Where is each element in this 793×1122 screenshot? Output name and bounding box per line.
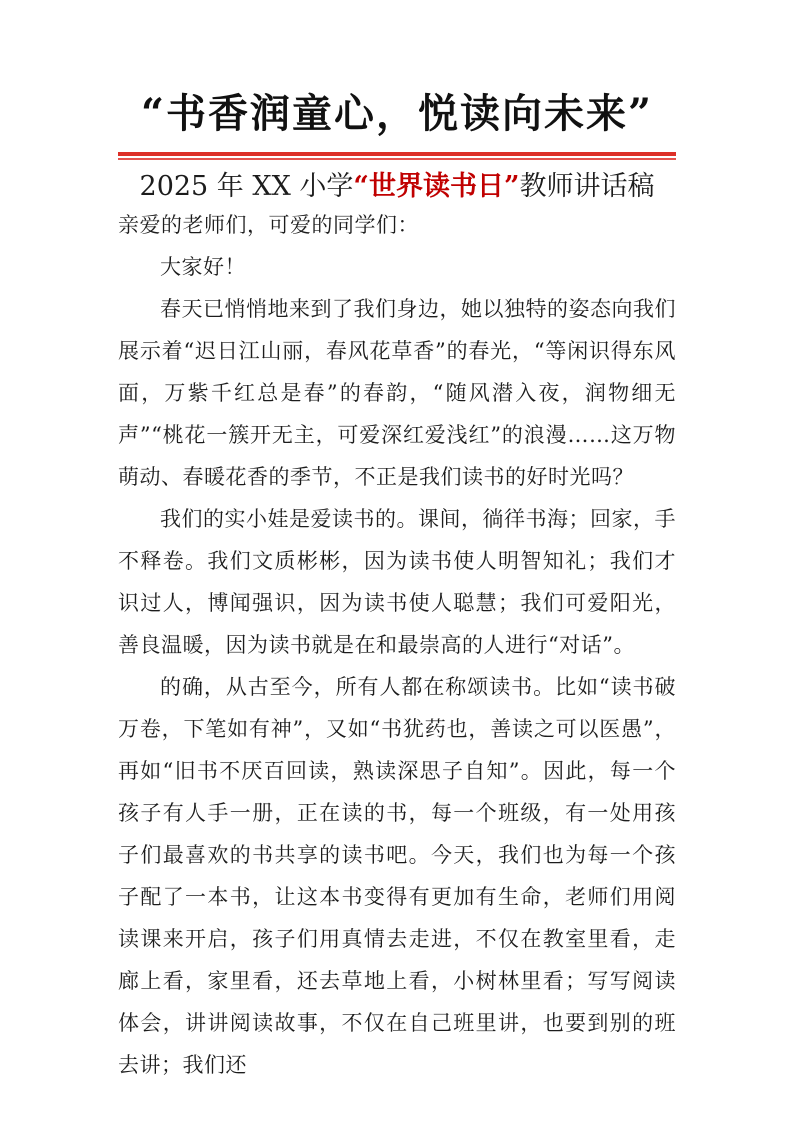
paragraph-reading-praise: 的确，从古至今，所有人都在称颂读书。比如“读书破万卷，下笔如有神”，又如“书犹药也，善读之可以医愚”，再如“旧书不厌百回读，熟读深思子自知”。因此，每一个孩子有人手一册，正在读的书，每一个班级，有一处用孩子们最喜欢的书共享的读书吧。今天，我们也为每一个孩子配了一本书，让这本书变得有更加有生命，老师们用阅读课来开启，孩子们用真情去走进，不仅在教室里看，走廊上看，家里看，还去草地上看，小树林里看；写写阅读体会，讲讲阅读故事，不仅在自己班里讲，也要到别的班去讲；我们还 [118, 675, 676, 1077]
document-subtitle [118, 170, 676, 204]
document-title: “书香润童心，悦读向未来” [140, 90, 653, 137]
subtitle-suffix: 教师讲话稿 [519, 171, 655, 202]
red-divider [118, 152, 676, 160]
red-divider-thin-line [118, 158, 676, 160]
greeting-line: 大家好！ [160, 255, 246, 279]
document-body [118, 204, 676, 1086]
paragraph-spring-scenery: 春天已悄悄地来到了我们身边，她以独特的姿态向我们展示着“迟日江山丽，春风花草香”的春光，“等闲识得东风面，万紫千红总是春”的春韵，“随风潜入夜，润物细无声”“桃花一簇开无主，可爱深红爱浅红”的浪漫……这万物萌动、春暖花香的季节，不正是我们读书的好时光吗？ [118, 297, 676, 489]
salutation-line: 亲爱的老师们，可爱的同学们： [118, 213, 419, 237]
paragraph-school-readers: 我们的实小娃是爱读书的。课间，徜徉书海；回家，手不释卷。我们文质彬彬，因为读书使人明智知礼；我们才识过人，博闻强识，因为读书使人聪慧；我们可爱阳光，善良温暖，因为读书就是在和最崇高的人进行“对话”。 [118, 507, 676, 657]
subtitle-prefix: 2025 年 XX 小学 [139, 171, 354, 202]
subtitle-highlight: “世界读书日” [353, 171, 520, 202]
